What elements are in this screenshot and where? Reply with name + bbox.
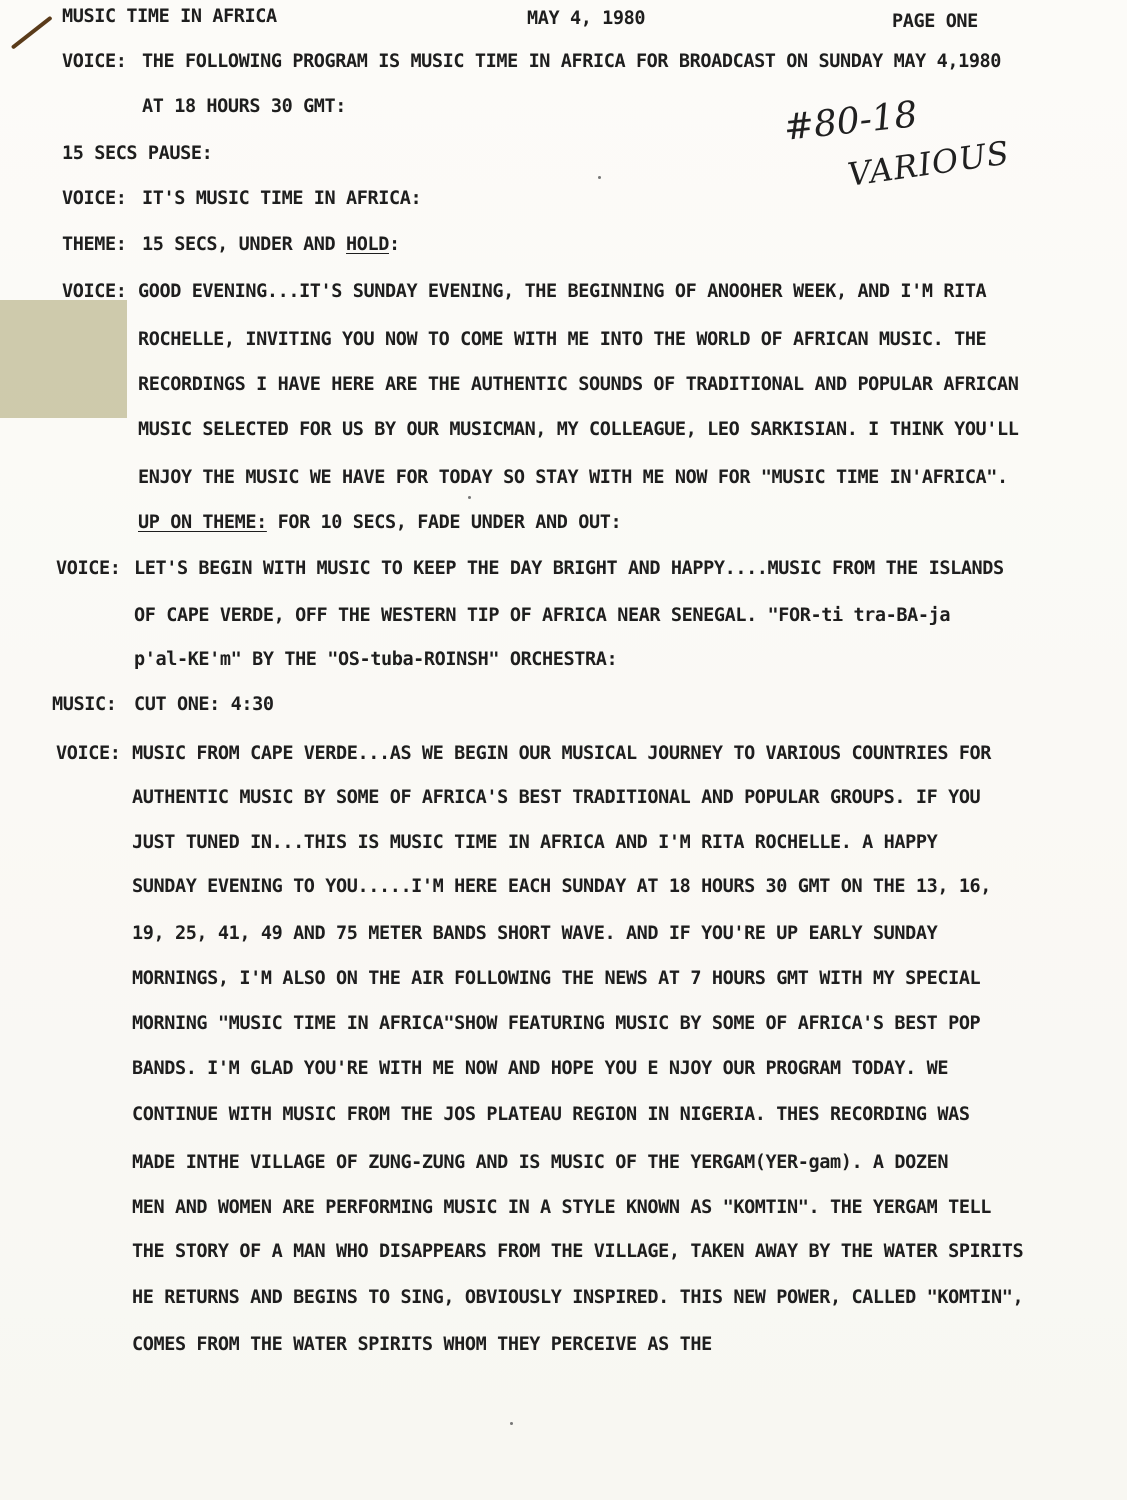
- script-line: MADE INTHE VILLAGE OF ZUNG-ZUNG AND IS MUSIC OF THE YERGAM(YER-gam). A DOZEN: [132, 1152, 949, 1173]
- script-line: BANDS. I'M GLAD YOU'RE WITH ME NOW AND HOPE YOU E NJOY OUR PROGRAM TODAY. WE: [132, 1058, 949, 1079]
- speck: [598, 176, 601, 179]
- script-line: [142, 236, 400, 255]
- script-fragment: FOR 10 SECS, FADE UNDER AND OUT:: [266, 512, 622, 533]
- script-line: IT'S MUSIC TIME IN AFRICA:: [142, 188, 422, 209]
- script-line: ENJOY THE MUSIC WE HAVE FOR TODAY SO STAY WITH ME NOW FOR "MUSIC TIME IN'AFRICA".: [138, 467, 1008, 488]
- tape-stain: [0, 300, 127, 418]
- script-line: RECORDINGS I HAVE HERE ARE THE AUTHENTIC SOUNDS OF TRADITIONAL AND POPULAR AFRICAN: [138, 374, 1019, 395]
- script-line: [138, 514, 621, 533]
- script-line: MEN AND WOMEN ARE PERFORMING MUSIC IN A STYLE KNOWN AS "KOMTIN". THE YERGAM TELL: [132, 1197, 992, 1218]
- script-fragment: 15 SECS, UNDER AND: [142, 234, 347, 255]
- script-line: MUSIC SELECTED FOR US BY OUR MUSICMAN, MY COLLEAGUE, LEO SARKISIAN. I THINK YOU'LL: [138, 419, 1019, 440]
- speaker-label: VOICE:: [56, 558, 121, 579]
- script-line: CUT ONE: 4:30: [134, 694, 274, 715]
- script-line: LET'S BEGIN WITH MUSIC TO KEEP THE DAY BRIGHT AND HAPPY....MUSIC FROM THE ISLANDS: [134, 558, 1004, 579]
- script-fragment: :: [388, 234, 400, 255]
- handwritten-word: VARIOUS: [845, 133, 1012, 194]
- header-page: PAGE ONE: [892, 11, 978, 32]
- speaker-label: VOICE:: [56, 743, 121, 764]
- script-line: MUSIC FROM CAPE VERDE...AS WE BEGIN OUR MUSICAL JOURNEY TO VARIOUS COUNTRIES FOR: [132, 743, 992, 764]
- script-line: COMES FROM THE WATER SPIRITS WHOM THEY PERCEIVE AS THE: [132, 1334, 712, 1355]
- script-line: 19, 25, 41, 49 AND 75 METER BANDS SHORT WAVE. AND IF YOU'RE UP EARLY SUNDAY: [132, 923, 938, 944]
- script-line: THE FOLLOWING PROGRAM IS MUSIC TIME IN AFRICA FOR BROADCAST ON SUNDAY MAY 4,1980: [142, 51, 1002, 72]
- script-line: THE STORY OF A MAN WHO DISAPPEARS FROM THE VILLAGE, TAKEN AWAY BY THE WATER SPIRITS: [132, 1241, 1024, 1262]
- script-line: p'al-KE'm" BY THE "OS-tuba-ROINSH" ORCHESTRA:: [134, 649, 618, 670]
- script-line: OF CAPE VERDE, OFF THE WESTERN TIP OF AFRICA NEAR SENEGAL. "FOR-ti tra-BA-ja: [134, 605, 951, 626]
- script-line: JUST TUNED IN...THIS IS MUSIC TIME IN AFRICA AND I'M RITA ROCHELLE. A HAPPY: [132, 832, 938, 853]
- script-line: CONTINUE WITH MUSIC FROM THE JOS PLATEAU REGION IN NIGERIA. THES RECORDING WAS: [132, 1104, 970, 1125]
- speaker-label: VOICE:: [62, 188, 127, 209]
- script-line: MORNINGS, I'M ALSO ON THE AIR FOLLOWING THE NEWS AT 7 HOURS GMT WITH MY SPECIAL: [132, 968, 981, 989]
- script-line: SUNDAY EVENING TO YOU.....I'M HERE EACH SUNDAY AT 18 HOURS 30 GMT ON THE 13, 16,: [132, 876, 992, 897]
- speaker-label: VOICE:: [62, 51, 127, 72]
- script-line: ROCHELLE, INVITING YOU NOW TO COME WITH ME INTO THE WORLD OF AFRICAN MUSIC. THE: [138, 329, 987, 350]
- handwritten-number: #80-18: [781, 94, 920, 149]
- pencil-mark: [11, 16, 53, 50]
- script-line: HE RETURNS AND BEGINS TO SING, OBVIOUSLY INSPIRED. THIS NEW POWER, CALLED "KOMTIN",: [132, 1287, 1024, 1308]
- script-line: 15 SECS PAUSE:: [62, 143, 213, 164]
- cue-label: MUSIC:: [52, 694, 117, 715]
- script-line: MORNING "MUSIC TIME IN AFRICA"SHOW FEATURING MUSIC BY SOME OF AFRICA'S BEST POP: [132, 1013, 981, 1034]
- header-title: MUSIC TIME IN AFRICA: [62, 6, 277, 27]
- speck: [510, 1422, 513, 1425]
- script-line: AUTHENTIC MUSIC BY SOME OF AFRICA'S BEST TRADITIONAL AND POPULAR GROUPS. IF YOU: [132, 787, 981, 808]
- header-date: MAY 4, 1980: [527, 8, 646, 29]
- script-line: AT 18 HOURS 30 GMT:: [142, 96, 347, 117]
- speck: [468, 496, 471, 499]
- script-line: GOOD EVENING...IT'S SUNDAY EVENING, THE BEGINNING OF ANOOHER WEEK, AND I'M RITA: [138, 281, 987, 302]
- cue-label: THEME:: [62, 234, 127, 255]
- underlined-cue: UP ON THEME:: [138, 512, 267, 533]
- underlined-hold: HOLD: [346, 234, 389, 255]
- speaker-label: VOICE:: [62, 281, 127, 302]
